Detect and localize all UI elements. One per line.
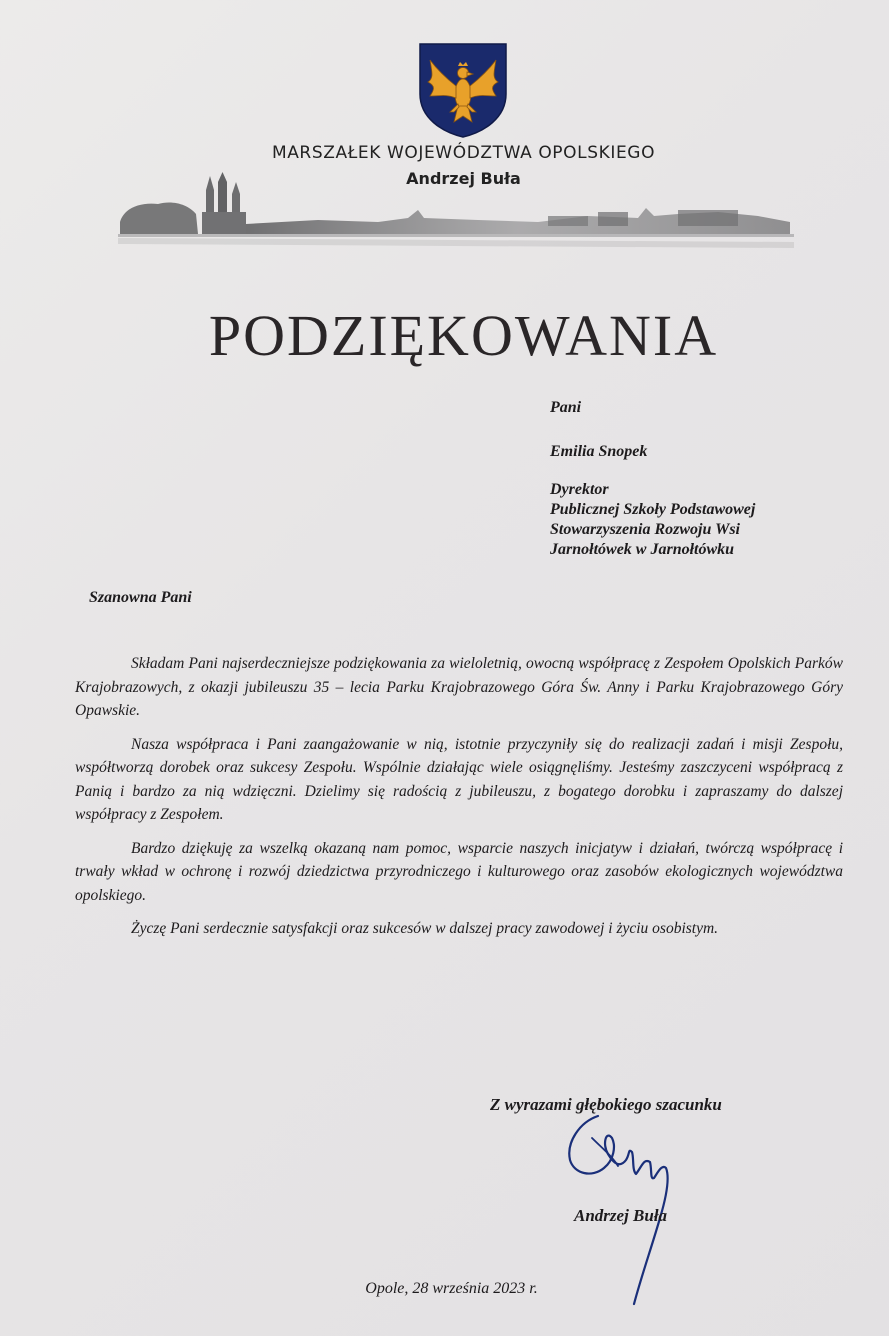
letter-paragraph: Bardzo dziękuję za wszelką okazaną nam pomoc, wsparcie naszych inicjatyw i działań, twórczą współpracę i trwały wkład w ochronę i rozwój dziedzictwa przyrodniczego i kulturowego oraz zasobów ekologicznych województwa opolskiego. (75, 839, 843, 904)
letter-paragraph: Składam Pani najserdeczniejsze podziękowania za wieloletnią, owocną współpracę z Zespołem Opolskich Parków Krajobrazowych, z okazji jubileuszu 35 – lecia Parku Krajobrazowego Góra Św. Anny i Parku Krajobrazowego Góry Opawskie. (75, 655, 843, 719)
eagle-crest-icon (418, 42, 508, 138)
addressee-honorific: Pani (550, 399, 582, 416)
addressee-block (550, 398, 755, 560)
office-holder-name: Andrzej Buła (406, 169, 521, 188)
addressee-name: Emilia Snopek (550, 443, 648, 460)
signer-name: Andrzej Buła (574, 1206, 668, 1225)
addressee-position: Dyrektor (550, 481, 609, 498)
letter-paragraph: Życzę Pani serdecznie satysfakcji oraz sukcesów w dalszej pracy zawodowej i życiu osobistym. (131, 920, 719, 937)
skyline-illustration (118, 172, 794, 256)
office-title: MARSZAŁEK WOJEWÓDZTWA OPOLSKIEGO (271, 143, 656, 163)
closing-phrase: Z wyrazami głębokiego szacunku (490, 1095, 722, 1114)
letter-body (75, 652, 843, 951)
salutation: Szanowna Pani (89, 589, 192, 606)
document-title: PODZIĘKOWANIA (208, 303, 719, 368)
addressee-institution-line: Stowarzyszenia Rozwoju Wsi (550, 521, 740, 538)
place-and-date: Opole, 28 września 2023 r. (365, 1280, 538, 1297)
letter-paragraph: Nasza współpraca i Pani zaangażowanie w nią, istotnie przyczyniły się do realizacji zadań i misji Zespołu, współtworzą dorobek oraz sukcesy Zespołu. Wspólnie działając wiele osiągnęliśmy. Jesteśmy zaszczyceni współpracą z Panią i bardzo za nią wdzięczni. Dzielimy się radością z jubileuszu, z bogatego dorobku i zapraszamy do dalszej współpracy z Zespołem. (75, 735, 843, 823)
addressee-institution-line: Jarnołtówek w Jarnołtówku (550, 541, 735, 558)
addressee-institution-line: Publicznej Szkoły Podstawowej (550, 501, 756, 518)
